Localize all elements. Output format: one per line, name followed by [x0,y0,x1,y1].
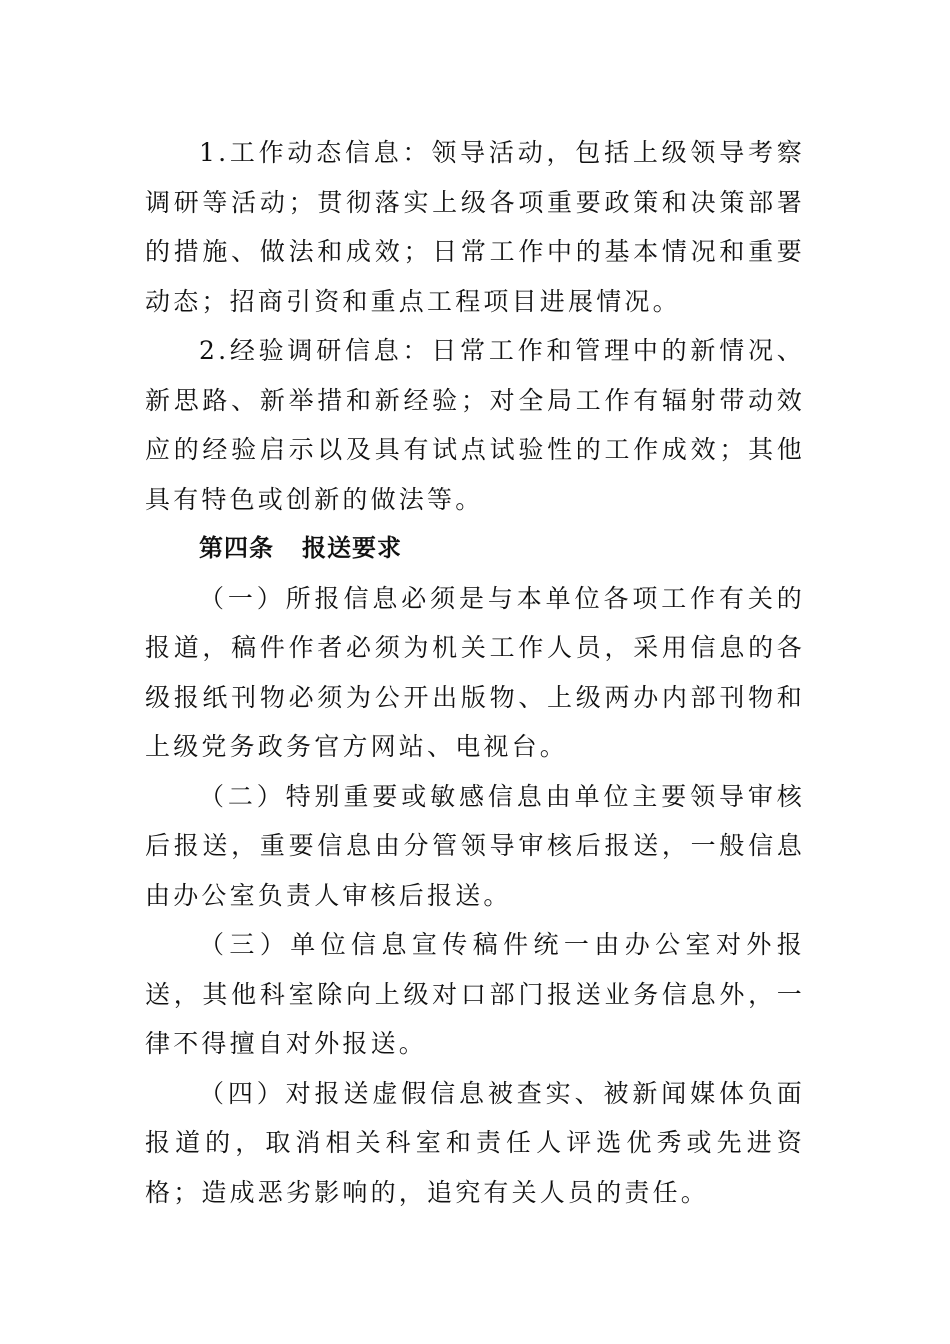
paragraph-work-dynamics: 1.工作动态信息：领导活动，包括上级领导考察调研等活动；贯彻落实上级各项重要政策和决策部署的措施、做法和成效；日常工作中的基本情况和重要动态；招商引资和重点工程项目进展情况。 [145,138,805,316]
section-heading-title: 报送要求 [302,534,402,562]
document-body [145,128,805,1217]
requirement-item-3: （三）单位信息宣传稿件统一由办公室对外报送，其他科室除向上级对口部门报送业务信息外，一律不得擅自对外报送。 [145,930,805,1058]
paragraph-experience-research: 2.经验调研信息：日常工作和管理中的新情况、新思路、新举措和新经验；对全局工作有辐射带动效应的经验启示以及具有试点试验性的工作成效；其他具有特色或创新的做法等。 [145,336,805,514]
section-heading-number: 第四条 [199,534,274,562]
requirement-item-1: （一）所报信息必须是与本单位各项工作有关的报道，稿件作者必须为机关工作人员，采用信息的各级报纸刊物必须为公开出版物、上级两办内部刊物和上级党务政务官方网站、电视台。 [145,583,805,761]
requirement-item-4: （四）对报送虚假信息被查实、被新闻媒体负面报道的，取消相关科室和责任人评选优秀或先进资格；造成恶劣影响的，追究有关人员的责任。 [145,1078,805,1207]
requirement-item-2: （二）特别重要或敏感信息由单位主要领导审核后报送，重要信息由分管领导审核后报送，一般信息由办公室负责人审核后报送。 [145,781,805,910]
section-heading [145,524,805,574]
